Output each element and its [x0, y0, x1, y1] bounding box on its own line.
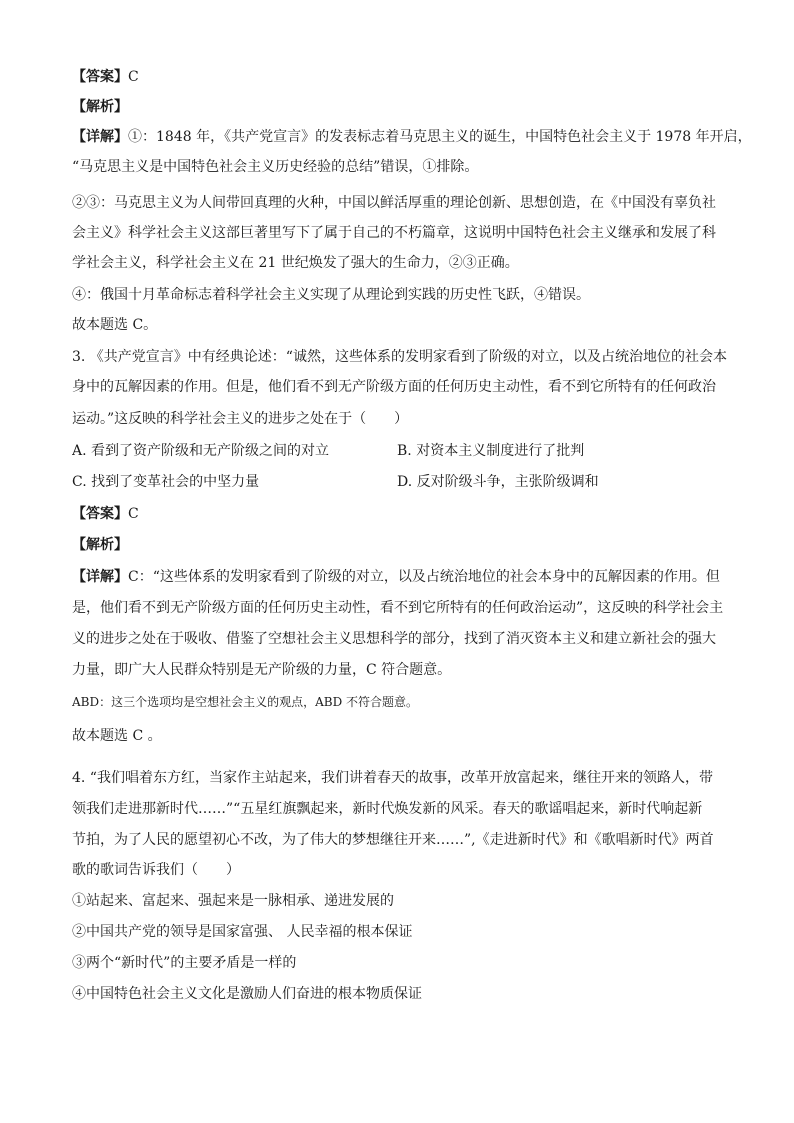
q4-stem-line-2: 节拍，为了人民的愿望初心不改，为了伟大的梦想继往开来……”,《走进新时代》和《歌唱新时代》两首 [72, 832, 714, 848]
q2-answer-value: C [128, 69, 139, 85]
q2-detail-line-2: ②③：马克思主义为人间带回真理的火种，中国以鲜活厚重的理论创新、思想创造，在《中国没有辜负社 [72, 195, 716, 211]
q3-answer-label: 【答案】 [72, 506, 128, 522]
q3-answer-value: C [128, 506, 139, 522]
q3-option-c: C. 找到了变革社会的中坚力量 [72, 474, 260, 490]
q2-detail-line-0 [72, 122, 752, 152]
q3-stem-line-1: 身中的瓦解因素的作用。但是，他们看不到无产阶级方面的任何历史主动性，看不到它所特有的任何政治 [72, 379, 716, 395]
q2-analysis-label-text: 【解析】 [72, 99, 128, 115]
q2-answer-label: 【答案】 [72, 69, 128, 85]
q4-item-3: ③两个“新时代”的主要矛盾是一样的 [72, 955, 297, 971]
q3-options-row-2 [72, 467, 722, 497]
q3-option-d: D. 反对阶级斗争，主张阶级调和 [397, 474, 599, 490]
q4-item-4: ④中国特色社会主义文化是激励人们奋进的根本物质保证 [72, 986, 422, 1002]
q2-detail-line-1: “马克思主义是中国特色社会主义历史经验的总结”错误，①排除。 [72, 159, 479, 175]
q4-item-2: ②中国共产党的领导是国家富强、 人民幸福的根本保证 [72, 924, 413, 940]
q3-detail-line-2: 义的进步之处在于吸收、借鉴了空想社会主义思想科学的部分，找到了消灭资本主义和建立新社会的强大 [72, 631, 716, 647]
q2-analysis-label [72, 92, 128, 122]
q3-stem-line-2: 运动。”这反映的科学社会主义的进步之处在于（ ） [72, 411, 409, 427]
q3-analysis-label-text: 【解析】 [72, 537, 128, 553]
q4-stem-line-3: 歌的歌词告诉我们（ ） [72, 862, 240, 878]
q3-detail-label: 【详解】 [72, 569, 128, 585]
q3-detail-line-3: 力量，即广大人民群众特别是无产阶级的力量，C 符合题意。 [72, 662, 452, 678]
q3-analysis-label [72, 530, 128, 560]
q3-detail-line-0 [72, 562, 720, 592]
q2-detail-line-3: 会主义》科学社会主义这部巨著里写下了属于自己的不朽篇章，这说明中国特色社会主义继承和发展了科 [72, 225, 716, 241]
q2-detail-line-5: ④：俄国十月革命标志着科学社会主义实现了从理论到实践的历史性飞跃，④错误。 [72, 287, 590, 303]
q4-stem-line-1: 领我们走进那新时代……”“五星红旗飘起来，新时代焕发新的风采。春天的歌谣唱起来，新时代响起新 [72, 801, 703, 817]
q3-answer-line [72, 499, 139, 529]
q3-detail-line-1: 是，他们看不到无产阶级方面的任何历史主动性，看不到它所特有的任何政治运动”，这反映的科学社会主 [72, 600, 724, 616]
q3-options-row-1 [72, 436, 722, 466]
q4-stem-line-0: 4. “我们唱着东方红，当家作主站起来，我们讲着春天的故事，改革开放富起来，继往开来的领路人，带 [72, 770, 713, 786]
q3-detail-text-0: C：“这些体系的发明家看到了阶级的对立，以及占统治地位的社会本身中的瓦解因素的作用。但 [128, 569, 720, 585]
q2-detail-label: 【详解】 [72, 129, 128, 145]
q3-detail-line-4: ABD：这三个选项均是空想社会主义的观点，ABD 不符合题意。 [72, 695, 419, 709]
q2-answer-line [72, 62, 139, 92]
q4-item-1: ①站起来、富起来、强起来是一脉相承、递进发展的 [72, 893, 394, 909]
q2-detail-text-0: ①：1848 年，《共产党宣言》的发表标志着马克思主义的诞生，中国特色社会主义于 1978 年开启， [128, 129, 752, 145]
q3-option-a: A. 看到了资产阶级和无产阶级之间的对立 [72, 443, 330, 459]
q3-conclusion: 故本题选 C 。 [72, 728, 162, 744]
q3-option-b: B. 对资本主义制度进行了批判 [397, 443, 585, 459]
q3-stem-line-0: 3. 《共产党宣言》中有经典论述：“诚然，这些体系的发明家看到了阶级的对立，以及占统治地位的社会本 [72, 349, 727, 365]
q2-detail-line-4: 学社会主义，科学社会主义在 21 世纪焕发了强大的生命力，②③正确。 [72, 255, 519, 271]
q2-conclusion: 故本题选 C。 [72, 317, 158, 333]
